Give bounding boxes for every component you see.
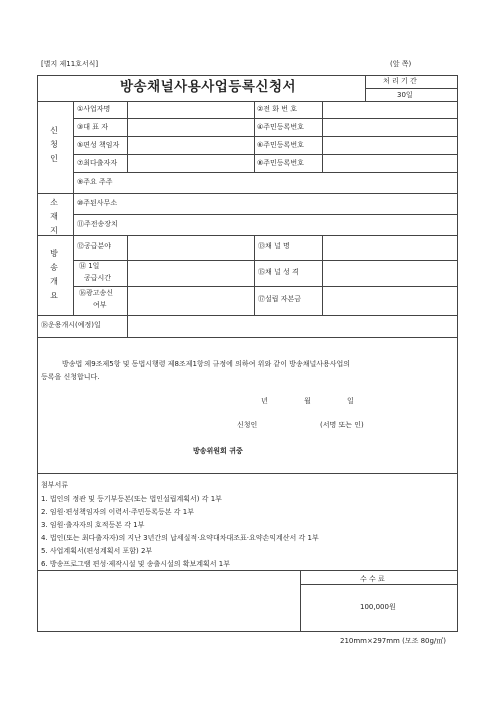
attachment-item-4: 4. 법인(또는 최다출자자)의 지난 3년간의 납세실적·요약대차대조표·요약손익계산서 각 1부 bbox=[41, 534, 319, 542]
location-section-label: 소 재 지 bbox=[50, 198, 58, 235]
recipient-label: 방송위원회 귀중 bbox=[193, 447, 243, 455]
channel-character-label: ⑮채 널 성 격 bbox=[258, 268, 299, 276]
main-office-label: ⑩주된사무소 bbox=[77, 199, 118, 207]
attachment-item-1: 1. 법인의 정관 및 등기부등본(또는 법인설립계획서) 각 1부 bbox=[41, 495, 222, 503]
form-number: [별지 제11호서식] bbox=[41, 60, 99, 68]
ad-transmission-label-2: 여부 bbox=[93, 301, 107, 309]
phone-label: ②전 화 번 호 bbox=[257, 105, 297, 113]
attachment-item-2: 2. 임원·편성책임자의 이력서·주민등록등본 각 1부 bbox=[41, 508, 194, 516]
attachments-title: 첨부서류 bbox=[41, 481, 69, 489]
programming-manager-label: ⑤편성 책임자 bbox=[77, 141, 120, 149]
transmission-facility-label: ⑪주전송장치 bbox=[77, 220, 118, 228]
processing-period-value: 30일 bbox=[397, 91, 413, 99]
sign-or-seal-label: (서명 또는 인) bbox=[320, 421, 364, 429]
fee-label: 수 수 료 bbox=[360, 575, 385, 583]
period-divider bbox=[365, 88, 458, 89]
ad-transmission-label: ⑯광고송신 bbox=[79, 289, 114, 297]
business-name-label: ①사업자명 bbox=[77, 105, 111, 113]
declaration-text-line2: 등록을 신청합니다. bbox=[41, 373, 100, 381]
attachment-item-5: 5. 사업계획서(편성계획서 포함) 2부 bbox=[41, 547, 153, 555]
date-year-label: 년 bbox=[261, 397, 268, 405]
paper-spec: 210mm×297mm (모조 80g/㎡) bbox=[340, 637, 447, 645]
service-start-date-label: ⑱운용개시(예정)일 bbox=[41, 321, 101, 329]
largest-investor-label: ⑦최다출자자 bbox=[77, 159, 118, 167]
applicant-signature-label: 신청인 bbox=[237, 421, 258, 429]
representative-id-label: ④주민등록번호 bbox=[257, 123, 304, 131]
processing-period-label: 처 리 기 간 bbox=[383, 77, 417, 85]
investor-id-label: ⑧주민등록번호 bbox=[257, 159, 304, 167]
manager-id-label: ⑥주민등록번호 bbox=[257, 141, 304, 149]
section-column-divider bbox=[73, 101, 74, 315]
attachment-item-6: 6. 방송프로그램 편성·제작시설 및 송출시설의 확보계획서 1부 bbox=[41, 560, 230, 568]
date-day-label: 일 bbox=[347, 397, 354, 405]
title-bottom-line bbox=[37, 101, 458, 102]
form-title: 방송채널사용사업등록신청서 bbox=[120, 79, 297, 95]
major-shareholder-label: ⑨주요 주주 bbox=[77, 178, 113, 186]
fee-value: 100,000원 bbox=[360, 603, 396, 611]
daily-hours-label: ⑭ 1일 bbox=[79, 262, 100, 270]
supply-field-label: ⑫공급분야 bbox=[77, 242, 112, 250]
attachment-item-3: 3. 임원·출자자의 호적등본 각 1부 bbox=[41, 521, 145, 529]
date-month-label: 월 bbox=[304, 397, 311, 405]
channel-name-label: ⑬채 널 명 bbox=[258, 242, 290, 250]
declaration-text-line1: 방송법 제9조제5항 및 동법시행령 제8조제1항의 규정에 의하여 위와 같이 방송채널사용사업의 bbox=[62, 360, 351, 368]
applicant-section-label: 신 청 인 bbox=[50, 126, 58, 163]
broadcast-section-label: 방 송 개 요 bbox=[50, 249, 58, 300]
representative-label: ③대 표 자 bbox=[77, 123, 109, 131]
daily-hours-label-2: 공급시간 bbox=[84, 274, 112, 282]
front-page-mark: (앞 쪽) bbox=[390, 60, 412, 68]
capital-label: ⑰설립 자본금 bbox=[258, 295, 302, 303]
